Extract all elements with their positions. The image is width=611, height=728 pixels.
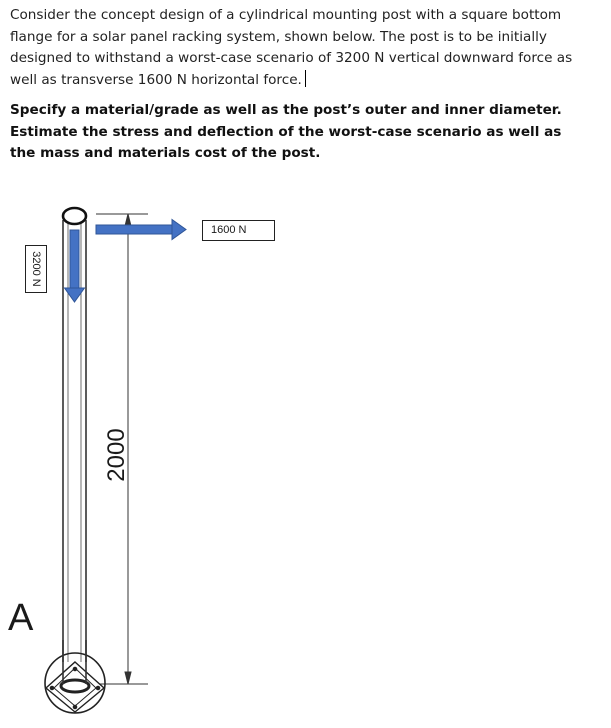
problem-statement-text: Consider the concept design of a cylindrical mounting post with a square bottom flange for a solar panel racking system, shown below. The post is to be initially designed to withstand a worst-case scenario of 3200 N vertical downward force as well as transverse 1600 N horizontal force. [10, 7, 573, 88]
vertical-force-label: 3200 N [30, 251, 42, 287]
vertical-force-arrow [65, 230, 85, 302]
post-top-cap [63, 208, 86, 224]
section-label: A [8, 597, 34, 639]
horizontal-force-label: 1600 N [202, 220, 275, 241]
task-instructions: Specify a material/grade as well as the post’s outer and inner diameter. Estimate the stress and deflection of the worst-case scenario as well as the mass and materials cost of the post. [10, 102, 562, 161]
vertical-force-label-box [25, 245, 47, 293]
horizontal-force-arrow [96, 220, 186, 240]
length-dimension-label: 2000 [103, 428, 130, 482]
